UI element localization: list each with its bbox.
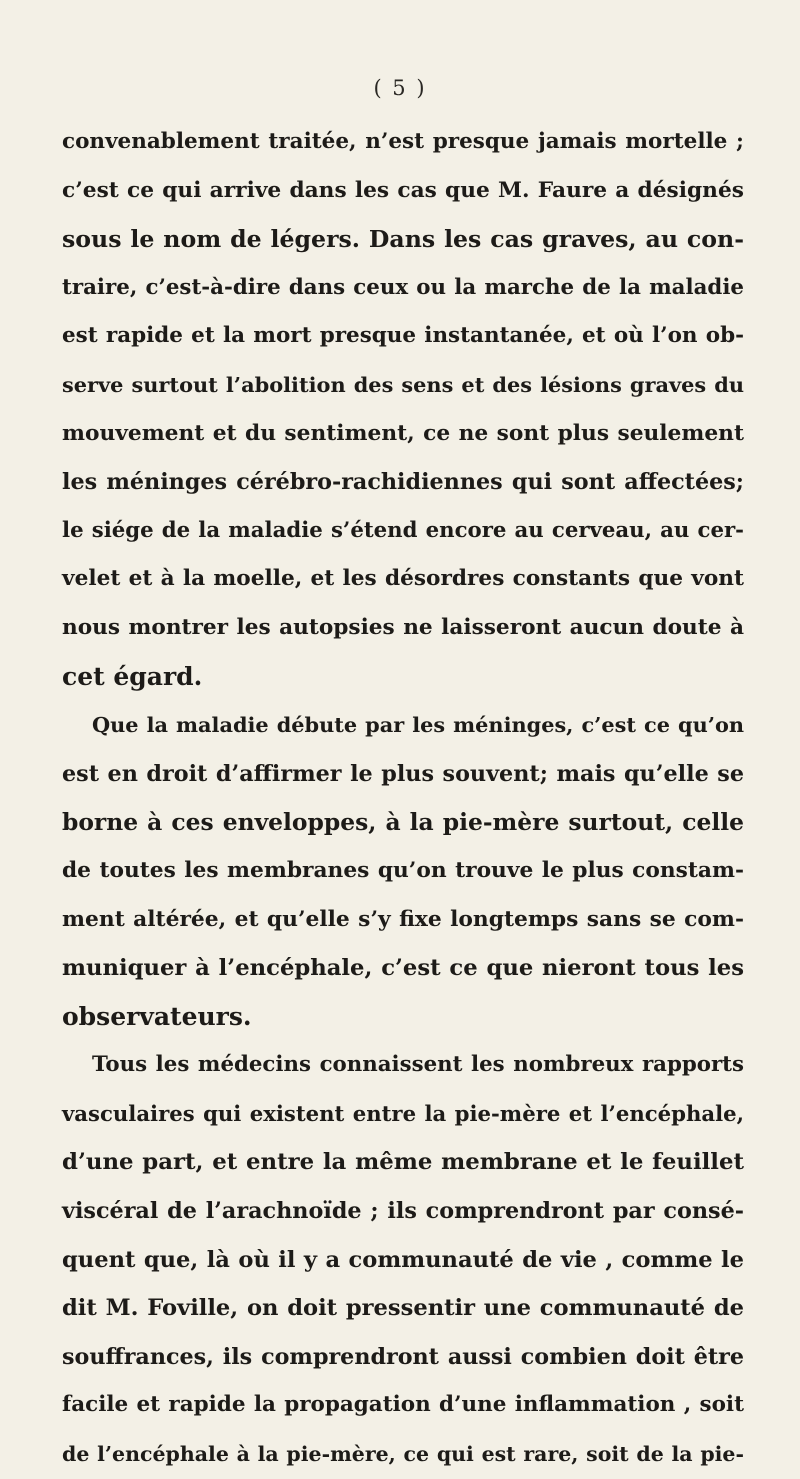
text-line: ment altérée, et qu’elle s’y fixe longtemps sans se com- xyxy=(62,906,744,932)
text-line: c’est ce qui arrive dans les cas que M. Faure a désignés xyxy=(62,177,744,203)
paragraph-end-line: observateurs. xyxy=(62,1001,252,1031)
text-line: d’une part, et entre la même membrane et le feuillet xyxy=(62,1149,744,1176)
text-line: les méninges cérébro-rachidiennes qui sont affectées; xyxy=(62,469,744,496)
text-line: vasculaires qui existent entre la pie-mère et l’encéphale, xyxy=(62,1100,744,1126)
text-line: sous le nom de légers. Dans les cas graves, au con- xyxy=(62,225,744,254)
page-number: ( 5 ) xyxy=(373,76,427,100)
text-line: est rapide et la mort presque instantanée, et où l’on ob- xyxy=(62,323,744,349)
text-line: de toutes les membranes qu’on trouve le plus constam- xyxy=(62,857,744,883)
text-line: le siége de la maladie s’étend encore au cerveau, au cer- xyxy=(62,517,744,543)
body-text xyxy=(62,118,744,1479)
text-line: traire, c’est-à-dire dans ceux ou la marche de la maladie xyxy=(62,274,744,300)
text-line: serve surtout l’abolition des sens et des lésions graves du xyxy=(62,371,744,397)
paragraph-start-line: Tous les médecins connaissent les nombreux rapports xyxy=(92,1052,744,1078)
text-line: souffrances, ils comprendront aussi combien doit être xyxy=(62,1343,744,1370)
text-line: convenablement traitée, n’est presque jamais mortelle ; xyxy=(62,129,744,154)
text-line: muniquer à l’encéphale, c’est ce que nieront tous les xyxy=(62,955,744,982)
text-line: dit M. Foville, on doit pressentir une communauté de xyxy=(62,1295,744,1322)
text-line: borne à ces enveloppes, à la pie-mère surtout, celle xyxy=(62,808,744,837)
text-line: viscéral de l’arachnoïde ; ils comprendront par consé- xyxy=(62,1198,744,1225)
text-line: nous montrer les autopsies ne laisseront aucun doute à xyxy=(62,614,744,640)
text-line: facile et rapide la propagation d’une inflammation , soit xyxy=(62,1392,744,1418)
paragraph-end-line: cet égard. xyxy=(62,661,203,691)
text-line: est en droit d’affirmer le plus souvent; mais qu’elle se xyxy=(62,760,744,787)
text-line: velet et à la moelle, et les désordres constants que vont xyxy=(62,566,744,592)
text-line: quent que, là où il y a communauté de vie , comme le xyxy=(62,1246,744,1273)
text-line: mouvement et du sentiment, ce ne sont plus seulement xyxy=(62,420,744,446)
text-line: de l’encéphale à la pie-mère, ce qui est rare, soit de la pie- xyxy=(62,1442,744,1467)
paragraph-start-line: Que la maladie débute par les méninges, c’est ce qu’on xyxy=(92,712,744,738)
